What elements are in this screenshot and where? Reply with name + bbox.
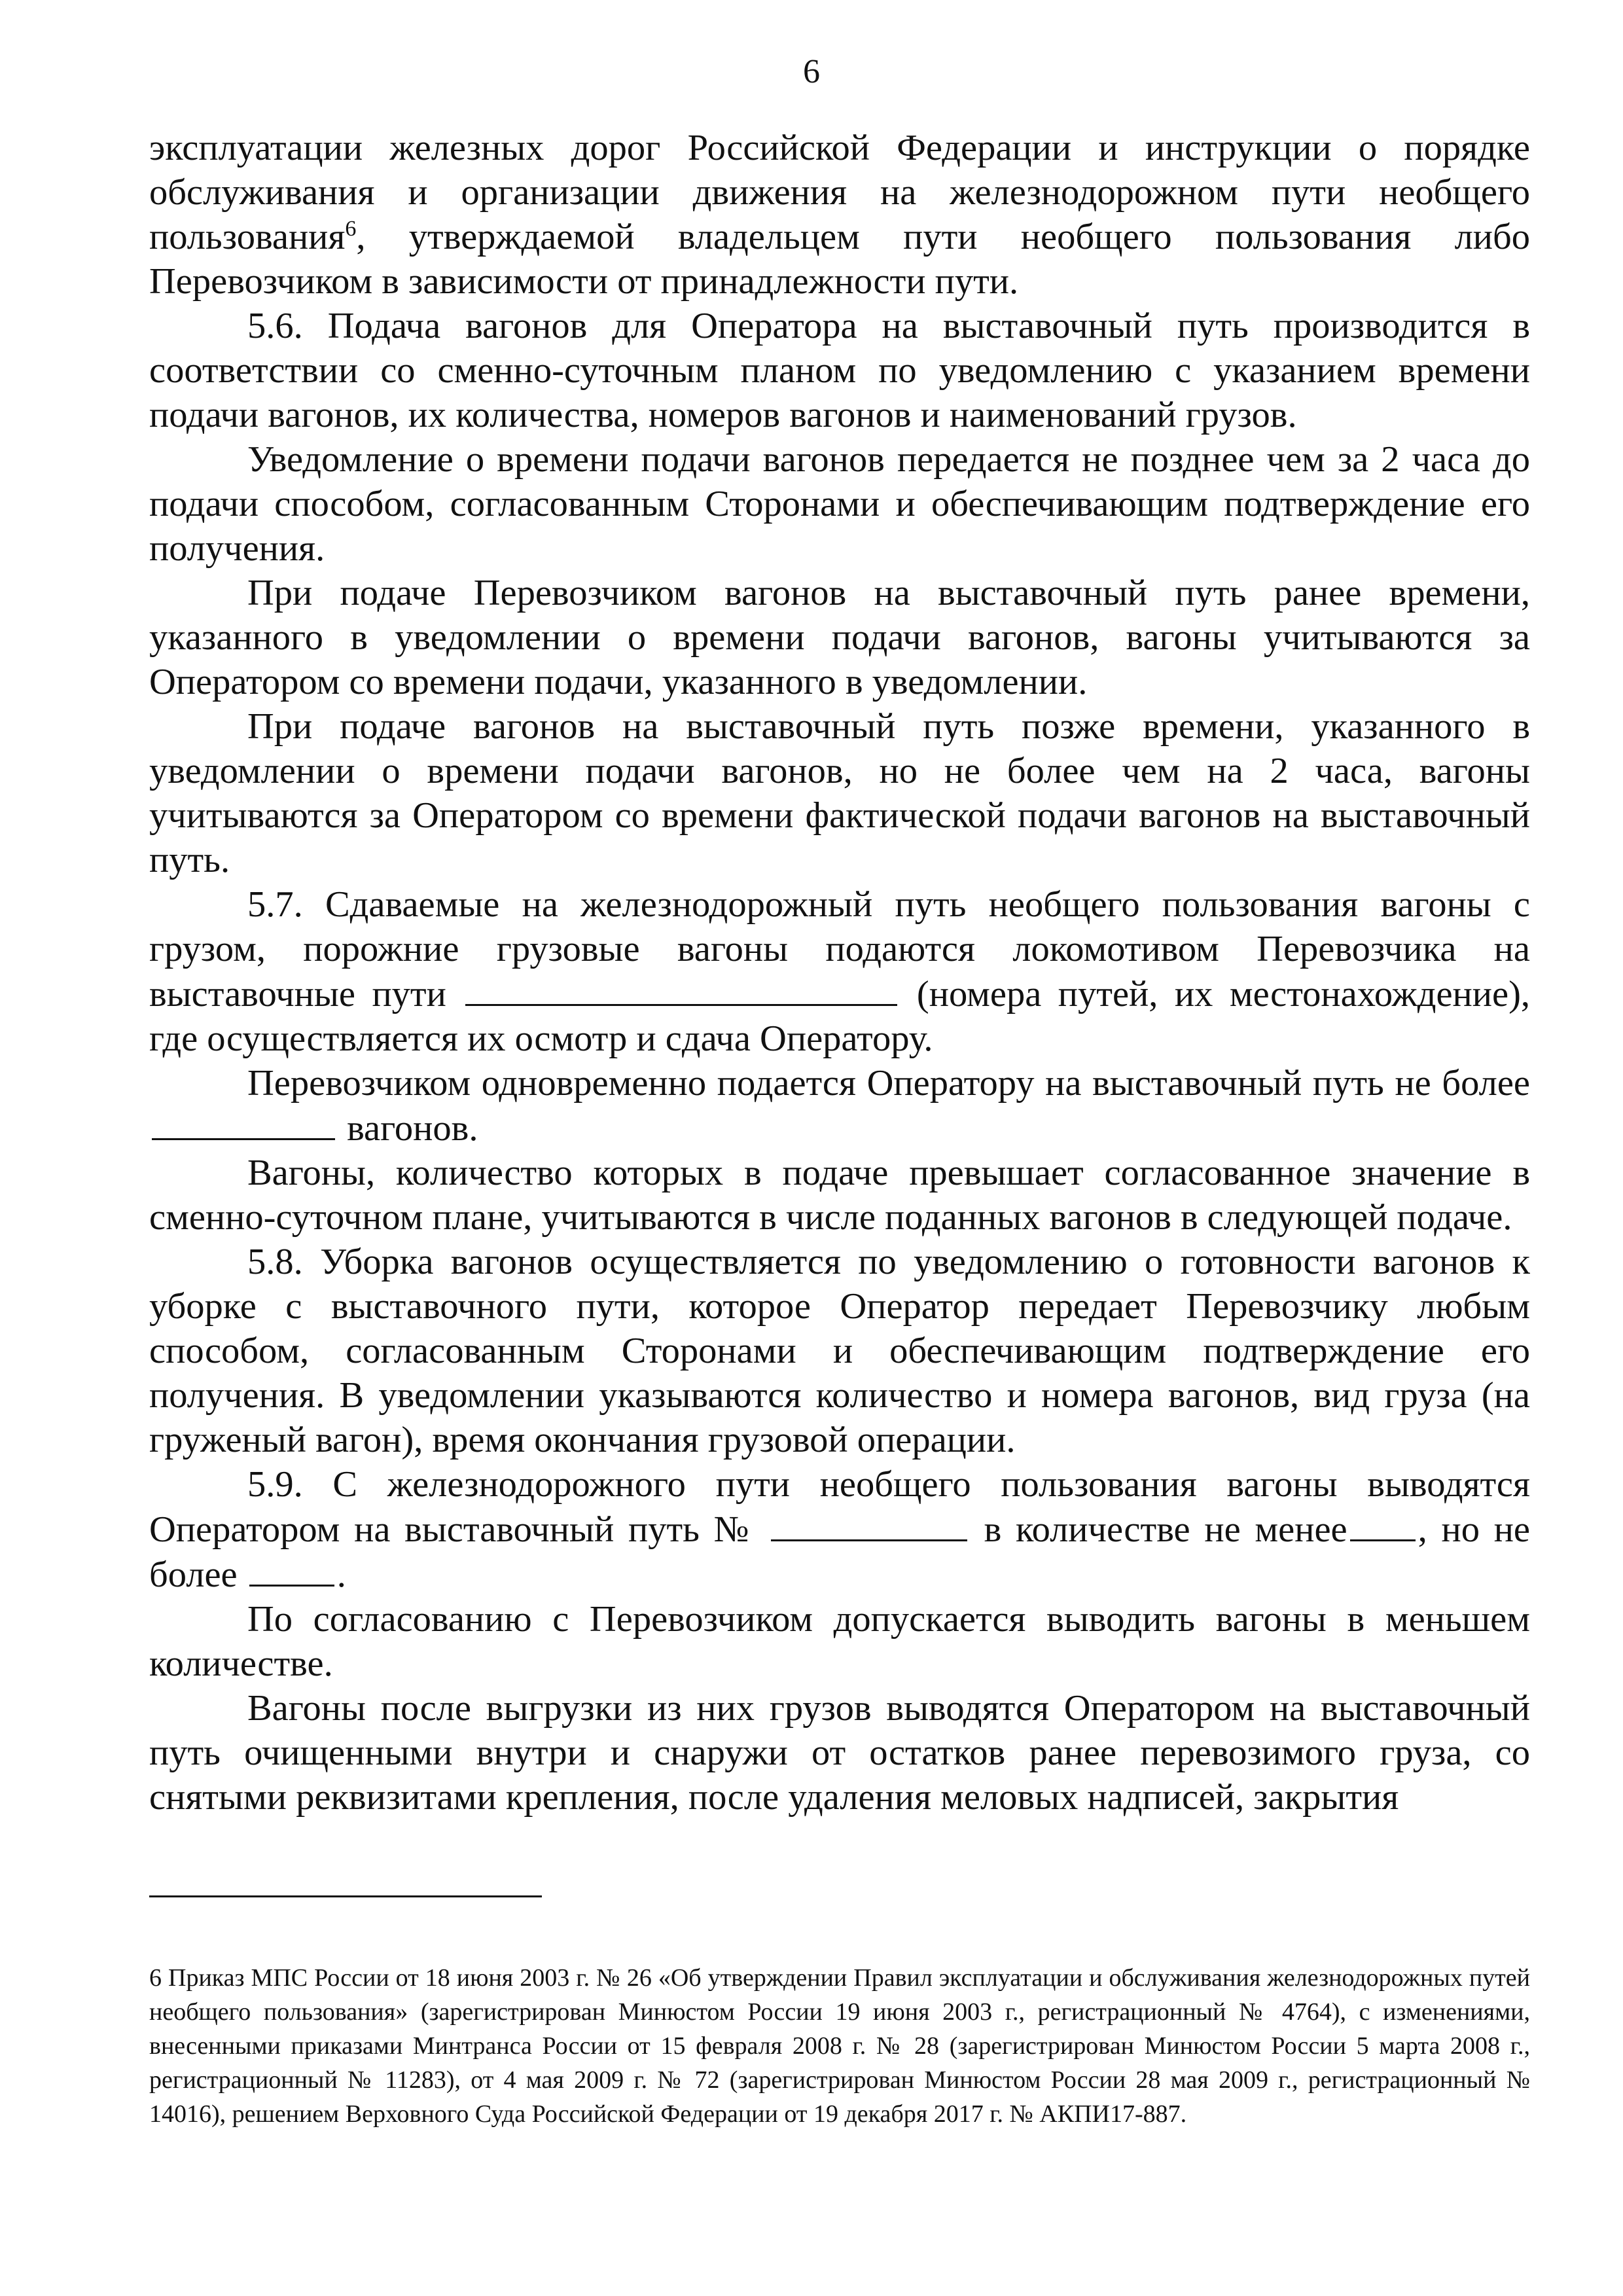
paragraph-text: Перевозчиком одновременно подается Оператору на выставочный путь не более [247,1063,1530,1103]
footnote-divider [149,1895,542,1897]
paragraph-text: 5.9. С железнодорожного пути необщего пользования вагоны выводятся Оператором на выставочный путь № [149,1464,1530,1550]
paragraph-after-unloading: Вагоны после выгрузки из них грузов выводятся Оператором на выставочный путь очищенными внутри и снаружи от остатков ранее перевозимого груза, со снятыми реквизитами крепления, после удаления меловых надписей, закрытия [149,1688,1530,1818]
paragraph-early-delivery: При подаче Перевозчиком вагонов на выставочный путь ранее времени, указанного в уведомлении о времени подачи вагонов, вагоны учитываются за Оператором со времени подачи, указанного в уведомлении. [149,573,1530,702]
fill-in-blank-wagon-count[interactable] [152,1105,335,1140]
paragraph-max-wagons [149,1061,1530,1151]
paragraph-continuation [149,126,1530,304]
paragraph-fewer-wagons: По согласованию с Перевозчиком допускается выводить вагоны в меньшем количестве. [149,1599,1530,1684]
paragraph-excess-wagons: Вагоны, количество которых в подаче превышает согласованное значение в сменно-суточном плане, учитываются в числе поданных вагонов в следующей подаче. [149,1153,1530,1238]
paragraph-text: (номера путей, их местонахождение), где осуществляется их осмотр и сдача Оператору. [149,974,1531,1059]
paragraph-text: эксплуатации железных дорог Российской Федерации и инструкции о порядке обслуживания и организации движения на железнодорожном пути необщего пользования [149,128,1530,257]
paragraph-5-6: 5.6. Подача вагонов для Оператора на выставочный путь производится в соответствии со сменно-суточным планом по уведомлению с указанием времени подачи вагонов, их количества, номеров вагонов и наименований грузов. [149,306,1530,435]
fill-in-blank-max-count[interactable] [249,1552,334,1587]
paragraph-text: вагонов. [347,1108,478,1149]
paragraph-text: . [336,1554,346,1595]
paragraph-5-8: 5.8. Уборка вагонов осуществляется по уведомлению о готовности вагонов к уборке с выставочного пути, которое Оператор передает Перевозчику любым способом, согласованным Сторонами и обеспечивающим подтверждение его получения. В уведомлении указываются количество и номера вагонов, вид груза (на груженый вагон), время окончания грузовой операции. [149,1242,1530,1460]
paragraph-text: , но не более [149,1509,1531,1595]
footnote-6: 6 Приказ МПС России от 18 июня 2003 г. № 26 «Об утверждении Правил эксплуатации и обслуживания железнодорожных путей необщего пользования» (зарегистрирован Минюстом России 19 июня 2003 г., регистрационный № 4764), с изменениями, внесенными приказами Минтранса России от 15 февраля 2008 г. № 28 (зарегистрирован Минюстом России 5 марта 2008 г., регистрационный № 11283), от 4 мая 2009 г. № 72 (зарегистрирован Минюстом России 28 мая 2009 г., регистрационный № 14016), решением Верховного Суда Российской Федерации от 19 декабря 2017 г. № АКПИ17-887. [149,1964,1530,2128]
paragraph-notice-time: Уведомление о времени подачи вагонов передается не позднее чем за 2 часа до подачи способом, согласованным Сторонами и обеспечивающим подтверждение его получения. [149,439,1530,569]
paragraph-text: , утверждаемой владельцем пути необщего пользования либо Перевозчиком в зависимости от принадлежности пути. [149,217,1530,302]
fill-in-blank-tracks[interactable] [465,971,897,1006]
paragraph-text: 5.7. Сдаваемые на железнодорожный путь необщего пользования вагоны с грузом, порожние грузовые вагоны подаются локомотивом Перевозчика на выставочные пути [149,884,1530,1014]
fill-in-blank-min-count[interactable] [1350,1507,1416,1541]
paragraph-5-7 [149,882,1530,1061]
paragraph-5-9 [149,1462,1530,1597]
paragraph-late-delivery: При подаче вагонов на выставочный путь позже времени, указанного в уведомлении о времени подачи вагонов, но не более чем на 2 часа, вагоны учитываются за Оператором со времени фактической подачи вагонов на выставочный путь. [149,706,1530,880]
footnote-ref: 6 [345,217,357,242]
page-number: 6 [803,53,820,90]
document-body [149,126,1530,1820]
fill-in-blank-track-number[interactable] [771,1507,967,1541]
paragraph-text: в количестве не менее [984,1509,1347,1550]
